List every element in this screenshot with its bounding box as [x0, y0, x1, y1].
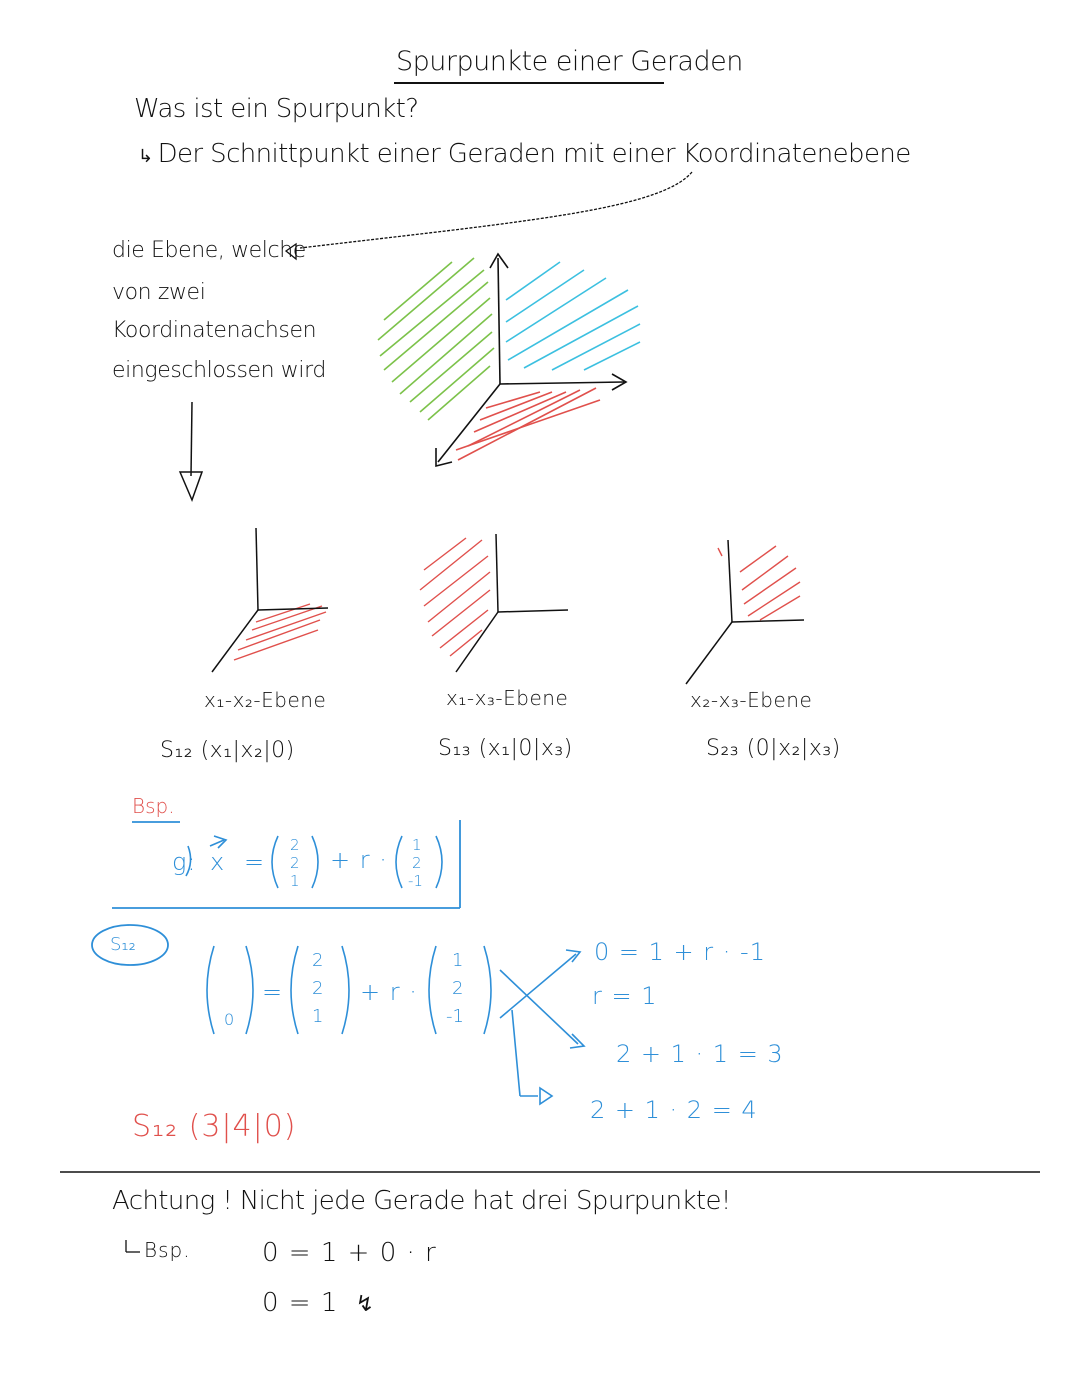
step-3: 2 + 1 · 1 = 3: [616, 1040, 784, 1068]
point-label-s12: S₁₂ (x₁|x₂|0): [160, 738, 295, 763]
side-note-line-3: Koordinatenachsen: [112, 318, 317, 343]
example-label: Bsp.: [132, 794, 175, 818]
plane-label-x2x3: x₂-x₃-Ebene: [690, 688, 813, 712]
answer: ↳ Der Schnittpunkt einer Geraden mit einer Koordinatenebene: [138, 139, 911, 169]
small-system-x1x3: [420, 534, 568, 672]
s12-eq-sign: =: [262, 978, 284, 1006]
step-2: r = 1: [592, 982, 658, 1010]
small-system-x1x2: [212, 528, 328, 672]
step-1: 0 = 1 + r · -1: [594, 938, 766, 966]
direction-1: 1: [412, 836, 422, 854]
down-arrow-icon: [180, 402, 202, 500]
side-note-line-1: die Ebene, welche: [112, 238, 306, 263]
s12-result: S₁₂ (3|4|0): [132, 1109, 297, 1144]
s12-support-2: 2: [312, 978, 324, 999]
question: Was ist ein Spurpunkt?: [134, 94, 419, 124]
support-1: 2: [290, 836, 300, 854]
s12-direction-3: -1: [446, 1006, 464, 1027]
counter-line-2: 0 = 1 ↯: [262, 1288, 376, 1318]
plane-label-x1x3: x₁-x₃-Ebene: [446, 686, 569, 710]
side-note-line-4: eingeschlossen wird: [112, 358, 326, 383]
example-eq-sign: =: [244, 848, 266, 876]
direction-3: -1: [408, 872, 423, 890]
coordinate-system-3d: [378, 254, 640, 466]
warning: Achtung ! Nicht jede Gerade hat drei Spurpunkte!: [112, 1186, 731, 1216]
point-label-s23: S₂₃ (0|x₂|x₃): [706, 736, 841, 761]
line-name: g:: [172, 848, 197, 876]
vector-x: x: [210, 848, 226, 876]
example-frame: [112, 820, 460, 908]
direction-2: 2: [412, 854, 422, 872]
pointer-arrow: [300, 172, 692, 248]
step-4: 2 + 1 · 2 = 4: [590, 1096, 758, 1124]
support-3: 1: [290, 872, 300, 890]
counter-line-1: 0 = 1 + 0 · r: [262, 1238, 437, 1268]
point-label-s13: S₁₃ (x₁|0|x₃): [438, 736, 573, 761]
s12-direction-1: 1: [452, 950, 464, 971]
small-system-x2x3: [686, 540, 804, 684]
s12-badge: S₁₂: [110, 934, 136, 955]
page-title: Spurpunkte einer Geraden: [396, 46, 743, 77]
s12-direction-2: 2: [452, 978, 464, 999]
arrow-icon: ↳: [138, 146, 158, 167]
s12-support-1: 2: [312, 950, 324, 971]
side-note-line-2: von zwei: [112, 280, 206, 305]
plus-r: + r ·: [330, 846, 388, 874]
title-underline: [394, 82, 664, 84]
lhs-3: 0: [224, 1010, 235, 1029]
s12-plus-r: + r ·: [360, 978, 418, 1006]
counter-example-label: Bsp.: [144, 1238, 191, 1262]
support-2: 2: [290, 854, 300, 872]
s12-support-3: 1: [312, 1006, 324, 1027]
s12-arrows: [500, 950, 584, 1104]
plane-label-x1x2: x₁-x₂-Ebene: [204, 688, 327, 712]
contradiction-icon: ↯: [355, 1292, 376, 1317]
